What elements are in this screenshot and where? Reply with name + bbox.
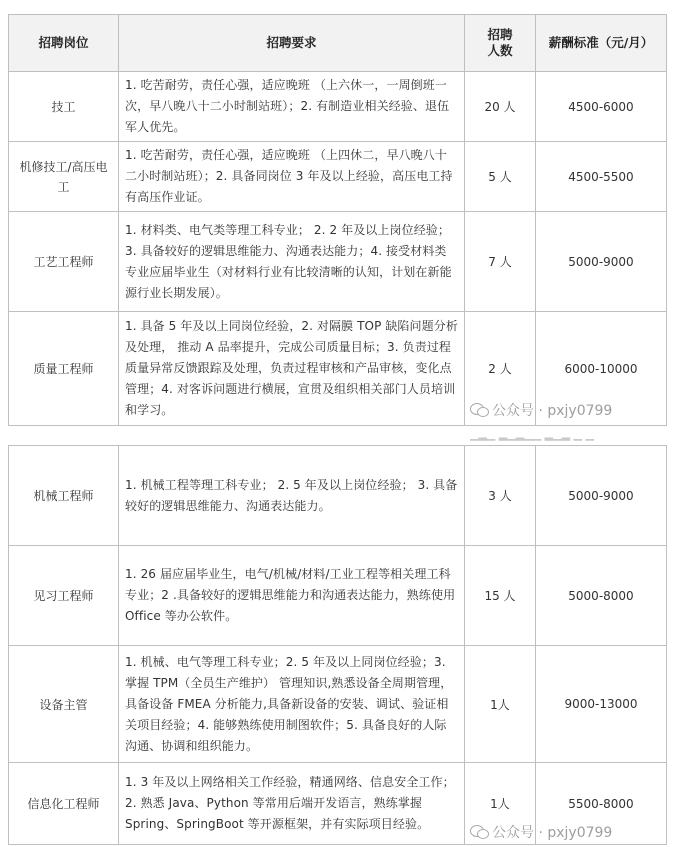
count-cell: 3 人 [465, 446, 536, 546]
table-row [9, 72, 667, 142]
header-position: 招聘岗位 [9, 15, 119, 72]
position-cell: 机械工程师 [9, 446, 119, 546]
salary-cell: 5000-9000 [536, 212, 667, 312]
table-row [9, 546, 667, 646]
count-cell: 7 人 [465, 212, 536, 312]
wechat-icon [470, 403, 488, 417]
requirements-cell: 1. 具备 5 年及以上同岗位经验，2. 对隔膜 TOP 缺陷问题分析及处理， 推动 A 品率提升，完成公司质量目标；3. 负责过程质量异常反馈跟踪及处理，负责过程审核和产品审核，变化点管理；4. 对客诉问题进行横展，宣贯及组织相关部门人员培训和学习。 [119, 312, 465, 426]
salary-cell: 4500-5500 [536, 142, 667, 212]
cropped-text-strip: ▁▂▁ ▂▁▂▁▁ ▂▁▂ ▁ ▁ [470, 428, 594, 441]
watermark-text: 公众号 · pxjy0799 [492, 825, 613, 841]
requirements-cell: 1. 吃苦耐劳，责任心强，适应晚班 （上六休一，一周倒班一次，早八晚八十二小时制站班）；2. 有制造业相关经验、退伍军人优先。 [119, 72, 465, 142]
position-cell: 技工 [9, 72, 119, 142]
position-cell: 见习工程师 [9, 546, 119, 646]
table-header-row [9, 15, 667, 72]
requirements-cell: 1. 机械、电气等理工科专业；2. 5 年及以上同岗位经验；3. 掌握 TPM（全员生产维护） 管理知识,熟悉设备全周期管理，具备设备 FMEA 分析能力,具备新设备的安装、调试、验证相关项目经验；4. 能够熟练使用制图软件；5. 具备良好的人际沟通、协调和组织能力。 [119, 646, 465, 763]
requirements-cell: 1. 3 年及以上网络相关工作经验，精通网络、信息安全工作；2. 熟悉 Java、Python 等常用后端开发语言，熟练掌握 Spring、SpringBoot 等开源框架，并有实际项目经验。 [119, 763, 465, 845]
salary-cell: 4500-6000 [536, 72, 667, 142]
position-cell: 工艺工程师 [9, 212, 119, 312]
salary-cell: 5500-8000 [536, 763, 667, 845]
requirements-cell: 1. 26 届应届毕业生，电气/机械/材料/工业工程等相关理工科专业；2 .具备较好的逻辑思维能力和沟通表达能力，熟练使用 Office 等办公软件。 [119, 546, 465, 646]
salary-cell: 5000-8000 [536, 546, 667, 646]
watermark [470, 822, 612, 842]
salary-cell: 5000-9000 [536, 446, 667, 546]
position-cell: 信息化工程师 [9, 763, 119, 845]
requirements-cell: 1. 材料类、电气类等理工科专业； 2. 2 年及以上岗位经验；3. 具备较好的逻辑思维能力、沟通表达能力；4. 接受材料类专业应届毕业生（对材料行业有比较清晰的认知，计划在新能源行业长期发展）。 [119, 212, 465, 312]
count-cell: 5 人 [465, 142, 536, 212]
job-table-1 [8, 14, 667, 426]
salary-cell: 9000-13000 [536, 646, 667, 763]
table-row [9, 212, 667, 312]
position-cell: 设备主管 [9, 646, 119, 763]
wechat-icon [470, 825, 488, 839]
watermark [470, 400, 612, 420]
table-row [9, 142, 667, 212]
count-cell: 1人 [465, 763, 536, 845]
count-cell: 15 人 [465, 546, 536, 646]
watermark-text: 公众号 · pxjy0799 [492, 403, 613, 419]
requirements-cell: 1. 机械工程等理工科专业； 2. 5 年及以上岗位经验； 3. 具备较好的逻辑思维能力、沟通表达能力。 [119, 446, 465, 546]
position-cell: 机修技工/高压电工 [9, 142, 119, 212]
requirements-cell: 1. 吃苦耐劳，责任心强，适应晚班 （上四休二，早八晚八十二小时制站班）；2. 具备同岗位 3 年及以上经验，高压电工持有高压作业证。 [119, 142, 465, 212]
header-salary: 薪酬标准（元/月） [536, 15, 667, 72]
position-cell: 质量工程师 [9, 312, 119, 426]
salary-cell: 6000-10000 [536, 312, 667, 426]
header-requirements: 招聘要求 [119, 15, 465, 72]
job-table-2 [8, 445, 667, 845]
table-row [9, 446, 667, 546]
count-cell: 2 人 [465, 312, 536, 426]
table-row [9, 646, 667, 763]
header-count: 招聘人数 [465, 15, 536, 72]
count-cell: 1人 [465, 646, 536, 763]
count-cell: 20 人 [465, 72, 536, 142]
